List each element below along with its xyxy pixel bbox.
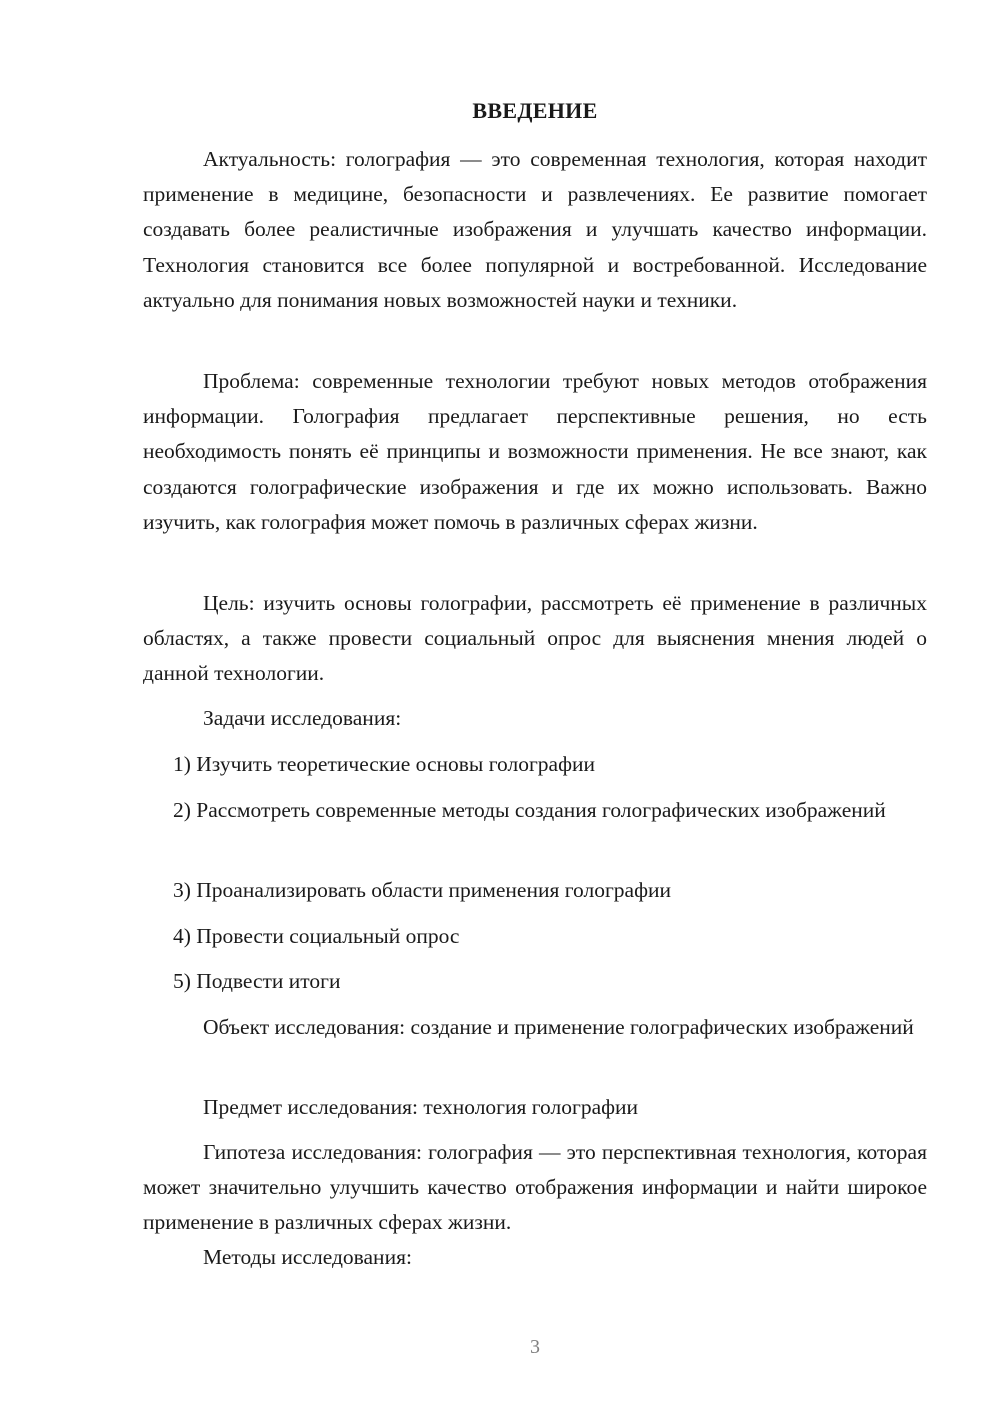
methods-heading: Методы исследования: <box>203 1245 412 1269</box>
paragraph-subject: Предмет исследования: технология голографии <box>203 1095 639 1119</box>
paragraph-hypothesis: Гипотеза исследования: голография — это перспективная технология, которая может значительно улучшить качество отображения информации и найти широкое применение в различных сферах жизни. <box>143 1140 927 1235</box>
paragraph-relevance: Актуальность: голография — это современная технология, которая находит применение в медицине, безопасности и развлечениях. Ее развитие помогает создавать более реалистичные изображения и улучшать качество информации. Технология становится все более популярной и востребованной. Исследование актуально для понимания новых возможностей науки и техники. <box>143 147 927 312</box>
document-page <box>143 0 927 1414</box>
page-title: ВВЕДЕНИЕ <box>472 98 598 123</box>
paragraph-problem: Проблема: современные технологии требуют новых методов отображения информации. Голография предлагает перспективные решения, но есть необходимость понять её принципы и возможности применения. Не все знают, как создаются голографические изображения и где их можно использовать. Важно изучить, как голография может помочь в различных сферах жизни. <box>143 369 927 534</box>
page-number: 3 <box>530 1336 540 1358</box>
task-item-5: 5) Подвести итоги <box>173 969 341 993</box>
task-item-3: 3) Проанализировать области применения голографии <box>173 878 672 902</box>
task-item-1: 1) Изучить теоретические основы голографии <box>173 752 596 776</box>
task-item-2: 2) Рассмотреть современные методы создания голографических изображений <box>173 798 886 822</box>
tasks-heading: Задачи исследования: <box>203 706 402 730</box>
task-item-4: 4) Провести социальный опрос <box>173 924 460 948</box>
paragraph-object: Объект исследования: создание и применение голографических изображений <box>203 1015 914 1039</box>
paragraph-goal: Цель: изучить основы голографии, рассмотреть её применение в различных областях, а также провести социальный опрос для выяснения мнения людей о данной технологии. <box>143 591 927 686</box>
